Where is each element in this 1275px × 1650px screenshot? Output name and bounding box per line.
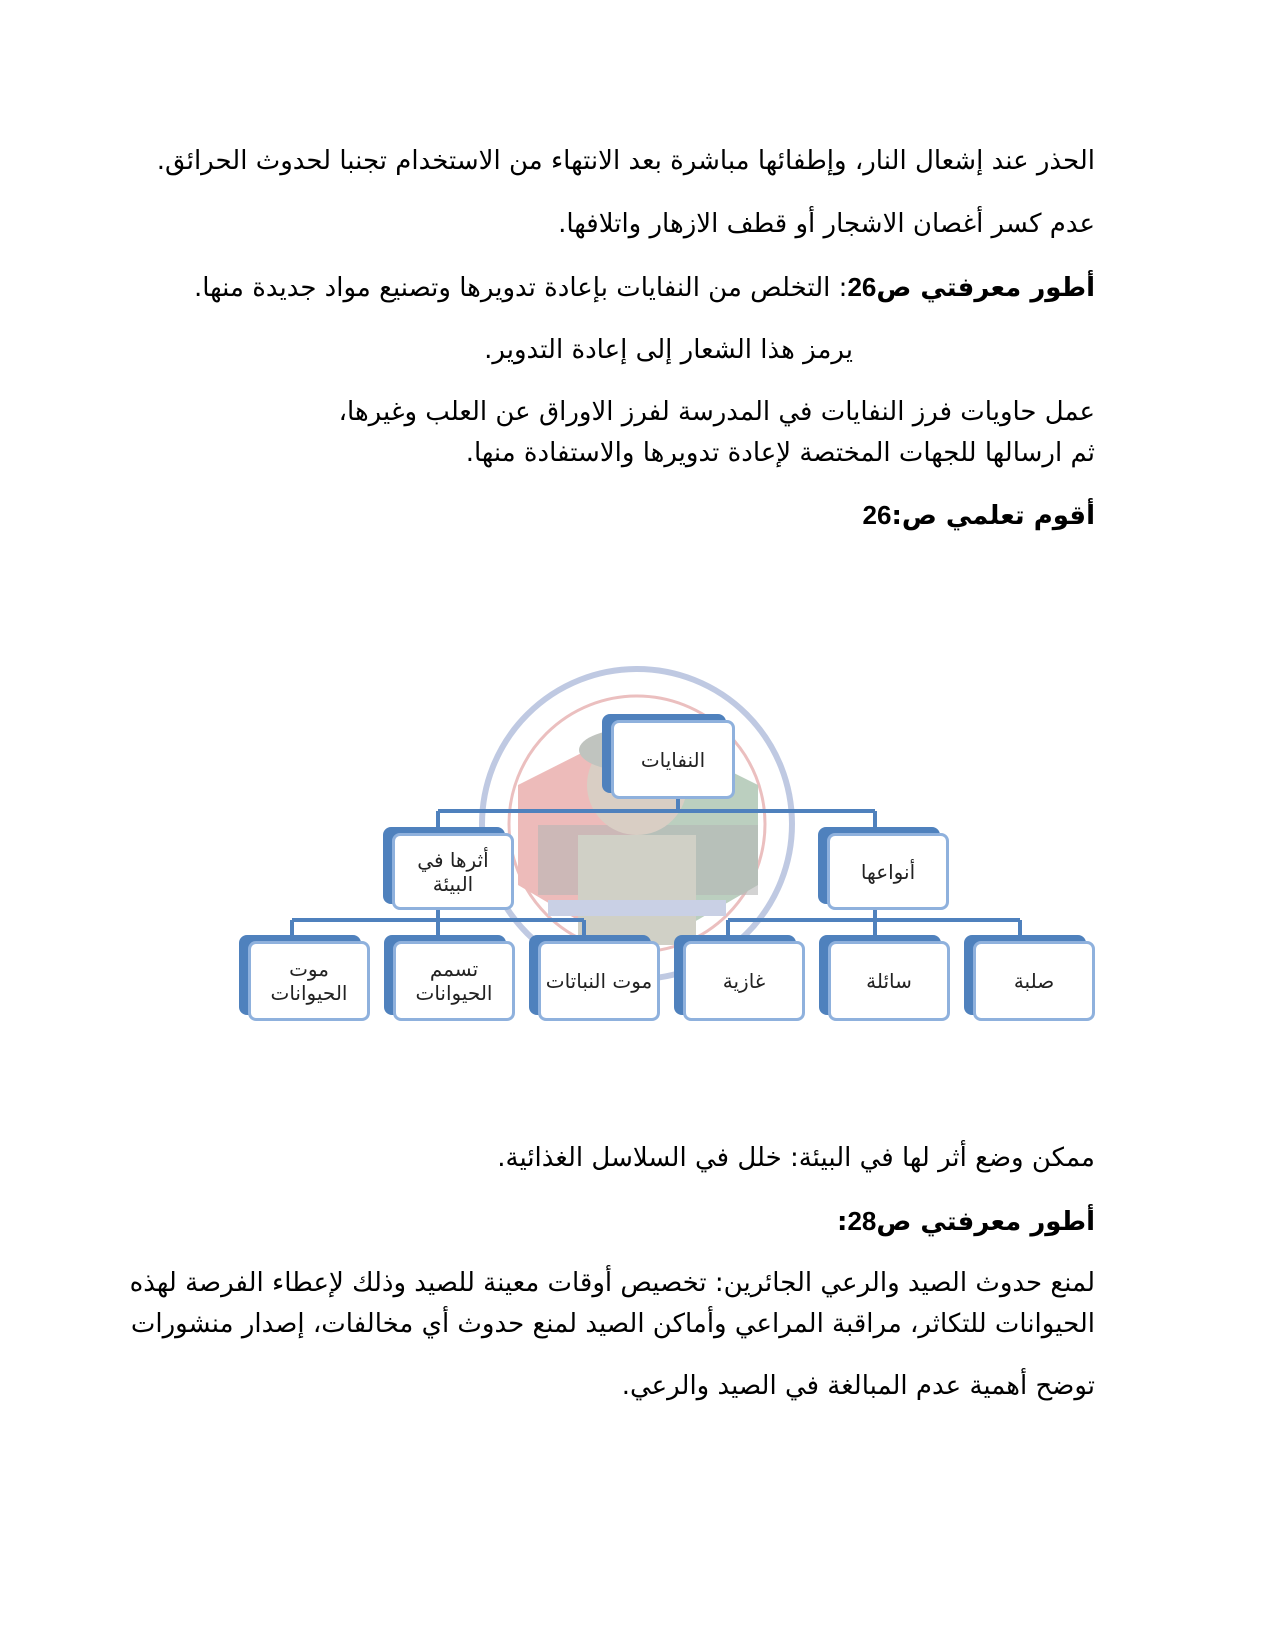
- page-number: 26: [862, 500, 892, 530]
- text-line-send: ثم ارسالها للجهات المختصة لإعادة تدويرها والاستفادة منها.: [465, 438, 1095, 468]
- diagram-node-effects: [392, 833, 514, 910]
- text-line-fire: الحذر عند إشعال النار، وإطفائها مباشرة بعد الانتهاء من الاستخدام تجنبا لحدوث الحرائق.: [156, 146, 1095, 176]
- box-label: النفايات: [640, 747, 706, 772]
- diagram-leaf-liquid: [828, 941, 950, 1021]
- section-heading: أطور معرفتي ص: [876, 1207, 1095, 1237]
- box-label: تسمم الحيوانات: [415, 957, 493, 1005]
- text-line-trees: عدم كسر أغصان الاشجار أو قطف الازهار واتلافها.: [558, 209, 1095, 239]
- box-label: سائلة: [866, 969, 912, 993]
- text-line-hunting-3: توضح أهمية عدم المبالغة في الصيد والرعي.: [621, 1371, 1095, 1401]
- diagram-node-types: [827, 833, 949, 910]
- text-line-develop-28: [837, 1204, 1095, 1239]
- text-line-food-chain: ممكن وضع أثر لها في البيئة: خلل في السلاسل الغذائية.: [497, 1143, 1095, 1173]
- section-heading: أقوم تعلمي ص:: [891, 501, 1095, 531]
- diagram-leaf-plant-death: [538, 941, 660, 1021]
- text-line-bins: عمل حاويات فرز النفايات في المدرسة لفرز الاوراق عن العلب وغيرها،: [338, 397, 1095, 427]
- heading-colon: :: [837, 1207, 848, 1237]
- box-label: غازية: [722, 969, 766, 993]
- box-label: صلبة: [1013, 969, 1055, 993]
- text-line-logo: يرمز هذا الشعار إلى إعادة التدوير.: [484, 335, 853, 365]
- diagram-leaf-solid: [973, 941, 1095, 1021]
- diagram-leaf-gas: [683, 941, 805, 1021]
- box-label: أنواعها: [860, 859, 916, 884]
- box-label: موت النباتات: [545, 969, 653, 993]
- section-heading: أطور معرفتي ص: [876, 273, 1095, 303]
- page-number: 26: [847, 272, 877, 302]
- diagram-leaf-animal-death: [248, 941, 370, 1021]
- page-number: 28: [847, 1206, 877, 1236]
- text-span: : التخلص من النفايات بإعادة تدويرها وتصنيع مواد جديدة منها.: [193, 273, 848, 303]
- text-line-hunting-1: لمنع حدوث الصيد والرعي الجائرين: تخصيص أوقات معينة للصيد وذلك لإعطاء الفرصة لهذه: [129, 1268, 1095, 1298]
- diagram-leaf-animal-poisoning: [393, 941, 515, 1021]
- box-label: أثرها في البيئة: [417, 847, 489, 896]
- box-label: موت الحيوانات: [270, 957, 348, 1005]
- diagram-root-waste: [611, 720, 735, 799]
- text-line-hunting-2: الحيوانات للتكاثر، مراقبة المراعي وأماكن الصيد لمنع حدوث أي مخالفات، إصدار منشورات: [130, 1309, 1095, 1339]
